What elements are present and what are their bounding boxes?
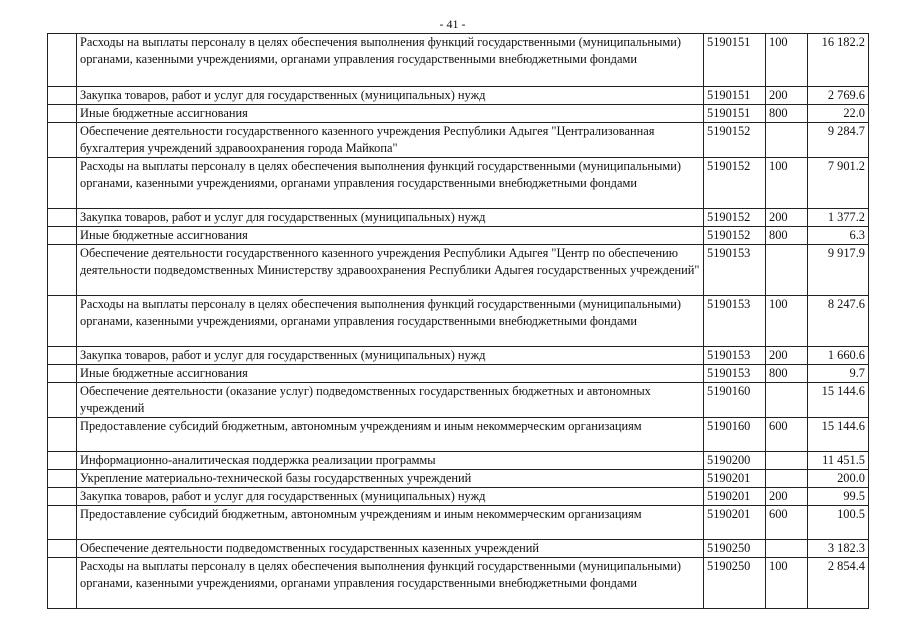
expense-type-cell	[766, 470, 808, 488]
expense-name-cell: Закупка товаров, работ и услуг для государственных (муниципальных) нужд	[77, 87, 704, 105]
expense-type-cell: 100	[766, 158, 808, 209]
row-spacer-cell	[48, 418, 77, 452]
expense-name-cell: Иные бюджетные ассигнования	[77, 365, 704, 383]
target-code-cell: 5190201	[704, 506, 766, 540]
expense-name-cell: Расходы на выплаты персоналу в целях обеспечения выполнения функций государственными (муниципальными) органами, казенными учреждениями, органами управления государственными внебюджетными фондами	[77, 34, 704, 87]
table-row	[48, 105, 869, 123]
expense-type-cell: 800	[766, 105, 808, 123]
table-row	[48, 506, 869, 540]
row-spacer-cell	[48, 245, 77, 296]
target-code-cell: 5190201	[704, 470, 766, 488]
row-spacer-cell	[48, 227, 77, 245]
amount-cell: 2 769.6	[808, 87, 869, 105]
expense-type-cell: 100	[766, 558, 808, 609]
row-spacer-cell	[48, 158, 77, 209]
table-row	[48, 540, 869, 558]
table-row	[48, 87, 869, 105]
row-spacer-cell	[48, 123, 77, 158]
amount-cell: 2 854.4	[808, 558, 869, 609]
target-code-cell: 5190152	[704, 158, 766, 209]
expense-name-cell: Закупка товаров, работ и услуг для государственных (муниципальных) нужд	[77, 488, 704, 506]
row-spacer-cell	[48, 383, 77, 418]
table-row	[48, 158, 869, 209]
amount-cell: 100.5	[808, 506, 869, 540]
expense-type-cell: 200	[766, 488, 808, 506]
table-row	[48, 452, 869, 470]
expense-type-cell: 100	[766, 34, 808, 87]
row-spacer-cell	[48, 452, 77, 470]
row-spacer-cell	[48, 34, 77, 87]
table-row	[48, 383, 869, 418]
table-row	[48, 209, 869, 227]
target-code-cell: 5190250	[704, 558, 766, 609]
expense-type-cell: 600	[766, 506, 808, 540]
expense-type-cell: 200	[766, 347, 808, 365]
expense-name-cell: Обеспечение деятельности государственного казенного учреждения Республики Адыгея "Централизованная бухгалтерия учреждений здравоохранения города Майкопа"	[77, 123, 704, 158]
expense-name-cell: Обеспечение деятельности (оказание услуг) подведомственных государственных бюджетных и автономных учреждений	[77, 383, 704, 418]
expense-name-cell: Расходы на выплаты персоналу в целях обеспечения выполнения функций государственными (муниципальными) органами, казенными учреждениями, органами управления государственными внебюджетными фондами	[77, 158, 704, 209]
expense-name-cell: Расходы на выплаты персоналу в целях обеспечения выполнения функций государственными (муниципальными) органами, казенными учреждениями, органами управления государственными внебюджетными фондами	[77, 296, 704, 347]
target-code-cell: 5190152	[704, 123, 766, 158]
amount-cell: 7 901.2	[808, 158, 869, 209]
amount-cell: 1 660.6	[808, 347, 869, 365]
target-code-cell: 5190153	[704, 296, 766, 347]
table-row	[48, 123, 869, 158]
row-spacer-cell	[48, 365, 77, 383]
budget-table-body	[48, 34, 869, 609]
amount-cell: 15 144.6	[808, 383, 869, 418]
target-code-cell: 5190153	[704, 245, 766, 296]
expense-name-cell: Обеспечение деятельности подведомственных государственных казенных учреждений	[77, 540, 704, 558]
expense-name-cell: Укрепление материально-технической базы государственных учреждений	[77, 470, 704, 488]
expense-name-cell: Закупка товаров, работ и услуг для государственных (муниципальных) нужд	[77, 209, 704, 227]
amount-cell: 22.0	[808, 105, 869, 123]
amount-cell: 99.5	[808, 488, 869, 506]
expense-name-cell: Расходы на выплаты персоналу в целях обеспечения выполнения функций государственными (муниципальными) органами, казенными учреждениями, органами управления государственными внебюджетными фондами	[77, 558, 704, 609]
expense-name-cell: Иные бюджетные ассигнования	[77, 227, 704, 245]
table-row	[48, 347, 869, 365]
table-row	[48, 227, 869, 245]
expense-type-cell: 600	[766, 418, 808, 452]
amount-cell: 15 144.6	[808, 418, 869, 452]
amount-cell: 8 247.6	[808, 296, 869, 347]
amount-cell: 9 917.9	[808, 245, 869, 296]
expense-type-cell	[766, 540, 808, 558]
amount-cell: 6.3	[808, 227, 869, 245]
row-spacer-cell	[48, 488, 77, 506]
target-code-cell: 5190160	[704, 383, 766, 418]
expense-type-cell: 800	[766, 227, 808, 245]
table-row	[48, 34, 869, 87]
target-code-cell: 5190152	[704, 209, 766, 227]
row-spacer-cell	[48, 558, 77, 609]
amount-cell: 9.7	[808, 365, 869, 383]
table-row	[48, 418, 869, 452]
amount-cell: 11 451.5	[808, 452, 869, 470]
target-code-cell: 5190151	[704, 34, 766, 87]
table-row	[48, 296, 869, 347]
table-row	[48, 488, 869, 506]
expense-type-cell	[766, 123, 808, 158]
expense-name-cell: Информационно-аналитическая поддержка реализации программы	[77, 452, 704, 470]
target-code-cell: 5190152	[704, 227, 766, 245]
expense-type-cell: 200	[766, 209, 808, 227]
expense-name-cell: Обеспечение деятельности государственного казенного учреждения Республики Адыгея "Центр по обеспечению деятельности подведомственных Министерству здравоохранения Республики Адыгея государственных учреждений"	[77, 245, 704, 296]
target-code-cell: 5190201	[704, 488, 766, 506]
amount-cell: 200.0	[808, 470, 869, 488]
target-code-cell: 5190160	[704, 418, 766, 452]
table-row	[48, 470, 869, 488]
expense-type-cell: 100	[766, 296, 808, 347]
expense-type-cell	[766, 452, 808, 470]
target-code-cell: 5190200	[704, 452, 766, 470]
row-spacer-cell	[48, 540, 77, 558]
budget-table	[47, 33, 869, 609]
target-code-cell: 5190151	[704, 105, 766, 123]
row-spacer-cell	[48, 296, 77, 347]
expense-type-cell: 200	[766, 87, 808, 105]
page-number: - 41 -	[439, 17, 466, 31]
table-row	[48, 558, 869, 609]
amount-cell: 9 284.7	[808, 123, 869, 158]
amount-cell: 3 182.3	[808, 540, 869, 558]
row-spacer-cell	[48, 506, 77, 540]
row-spacer-cell	[48, 347, 77, 365]
expense-name-cell: Предоставление субсидий бюджетным, автономным учреждениям и иным некоммерческим организациям	[77, 506, 704, 540]
table-row	[48, 365, 869, 383]
table-row	[48, 245, 869, 296]
target-code-cell: 5190153	[704, 347, 766, 365]
row-spacer-cell	[48, 209, 77, 227]
expense-name-cell: Иные бюджетные ассигнования	[77, 105, 704, 123]
expense-name-cell: Предоставление субсидий бюджетным, автономным учреждениям и иным некоммерческим организациям	[77, 418, 704, 452]
expense-type-cell: 800	[766, 365, 808, 383]
row-spacer-cell	[48, 105, 77, 123]
row-spacer-cell	[48, 87, 77, 105]
amount-cell: 1 377.2	[808, 209, 869, 227]
amount-cell: 16 182.2	[808, 34, 869, 87]
expense-type-cell	[766, 383, 808, 418]
row-spacer-cell	[48, 470, 77, 488]
target-code-cell: 5190151	[704, 87, 766, 105]
target-code-cell: 5190250	[704, 540, 766, 558]
expense-name-cell: Закупка товаров, работ и услуг для государственных (муниципальных) нужд	[77, 347, 704, 365]
expense-type-cell	[766, 245, 808, 296]
target-code-cell: 5190153	[704, 365, 766, 383]
